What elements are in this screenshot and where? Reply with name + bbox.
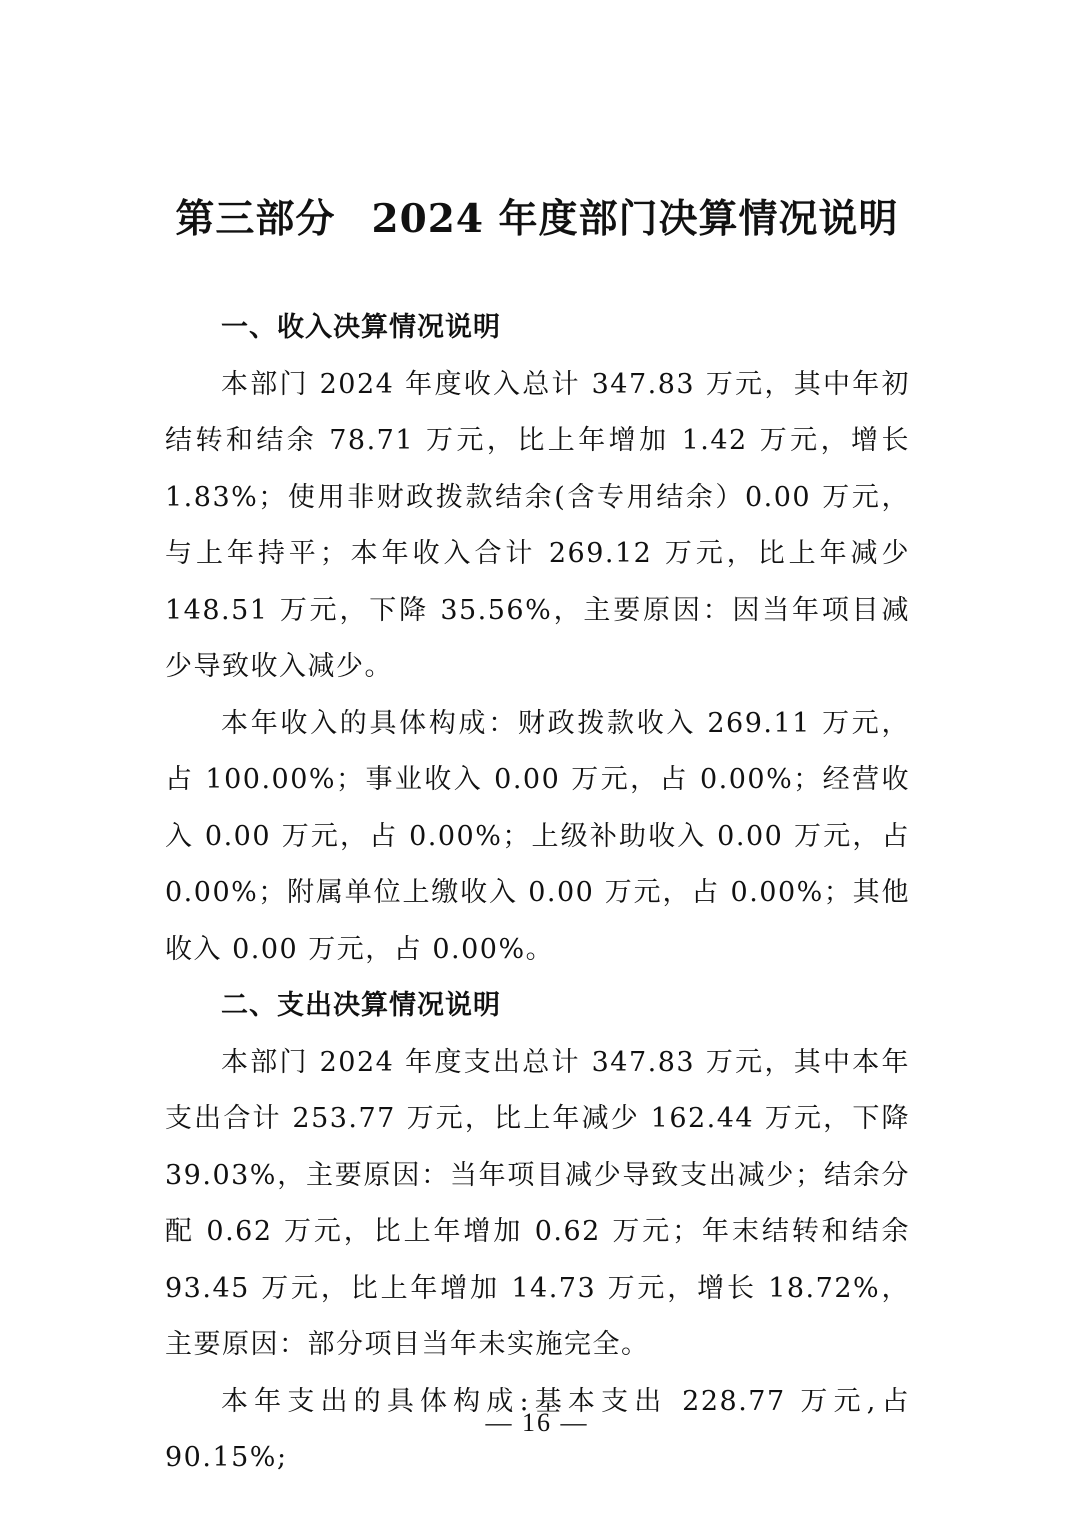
income-composition-paragraph: 本年收入的具体构成：财政拨款收入 269.11 万元，占 100.00%；事业收入 0.00 万元，占 0.00%；经营收入 0.00 万元，占 0.00%；上级补助收入 0.00 万元，占 0.00%；附属单位上缴收入 0.00 万元，占 0.00%；其他收入 0.00 万元，占 0.00%。: [165, 707, 910, 965]
section-heading-income: 一、收入决算情况说明: [221, 312, 501, 343]
page-title: [0, 188, 1074, 244]
title-main: 2024 年度部门决算情况说明: [371, 196, 899, 242]
page-number: — 16 —: [485, 1408, 589, 1437]
document-body: [165, 300, 910, 1487]
expenditure-summary-paragraph: 本部门 2024 年度支出总计 347.83 万元，其中本年支出合计 253.77 万元，比上年减少 162.44 万元，下降 39.03%，主要原因：当年项目减少导致支出减少；结余分配 0.62 万元，比上年增加 0.62 万元；年末结转和结余 93.45 万元，比上年增加 14.73 万元，增长 18.72%，主要原因：部分项目当年未实施完全。: [165, 1046, 910, 1360]
title-part: 第三部分: [175, 196, 336, 242]
income-summary-paragraph: 本部门 2024 年度收入总计 347.83 万元，其中年初结转和结余 78.71 万元，比上年增加 1.42 万元，增长 1.83%；使用非财政拨款结余(含专用结余）0.00 万元，与上年持平；本年收入合计 269.12 万元，比上年减少 148.51 万元，下降 35.56%，主要原因：因当年项目减少导致收入减少。: [165, 368, 910, 682]
section-heading-expenditure: 二、支出决算情况说明: [221, 990, 501, 1021]
expenditure-composition-paragraph: 本年支出的具体构成:基本支出 228.77 万元,占 90.15%;: [165, 1385, 910, 1473]
